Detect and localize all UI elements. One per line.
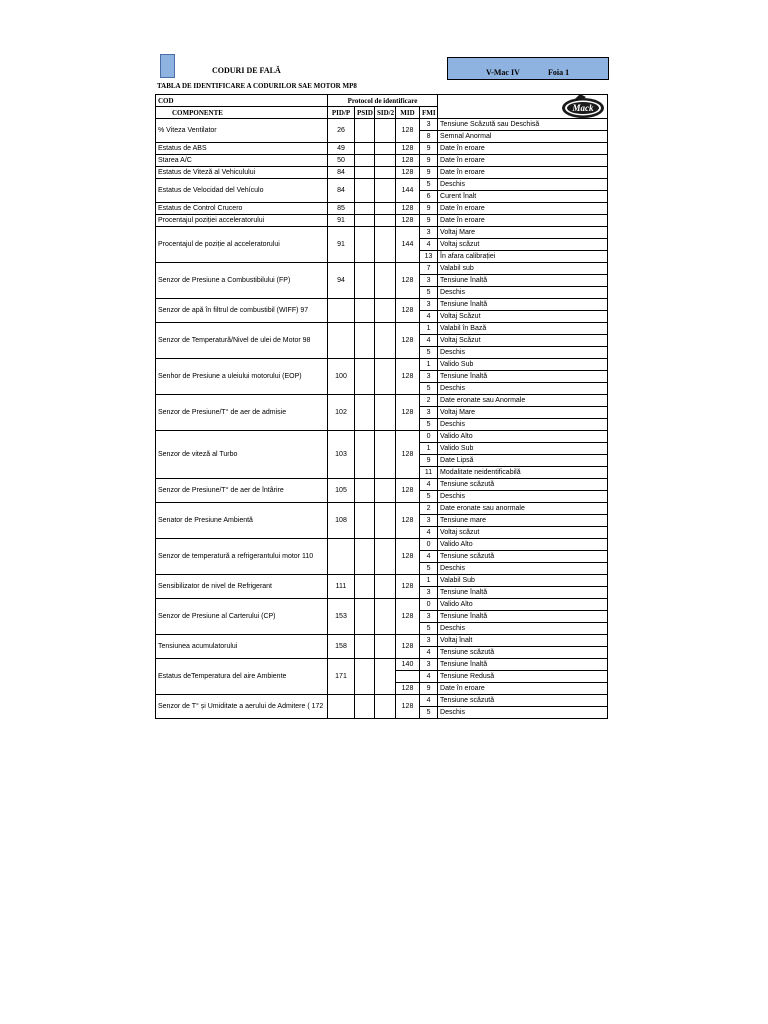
col-mid: MID (396, 107, 420, 119)
cod-label: COD (158, 96, 174, 105)
pid-value: 94 (328, 263, 355, 299)
psid-value (355, 575, 375, 599)
sid-value (375, 635, 396, 659)
fmi-code: 4 (420, 239, 438, 251)
pid-value: 103 (328, 431, 355, 479)
fmi-code: 4 (420, 311, 438, 323)
table-row (156, 299, 608, 311)
fmi-code: 0 (420, 539, 438, 551)
fmi-code: 7 (420, 263, 438, 275)
mid-value: 128 (396, 575, 420, 599)
fault-description: Valabil în Bază (438, 323, 608, 335)
fmi-code: 1 (420, 443, 438, 455)
mid-value: 128 (396, 599, 420, 635)
table-row (156, 503, 608, 515)
col-componente: COMPONENTE (156, 107, 328, 119)
fmi-code: 4 (420, 647, 438, 659)
table-subtitle: TABLA DE IDENTIFICARE A CODURILOR SAE MOTOR MP8 (157, 82, 357, 90)
component-name: Sensibilizator de nivel de Refrigerant (156, 575, 328, 599)
fmi-code: 11 (420, 467, 438, 479)
model-label: V-Mac IV (486, 68, 520, 77)
model-box (447, 57, 609, 80)
mid-value: 128 (396, 203, 420, 215)
component-name: Senzor de Presiune al Carterului (CP) (156, 599, 328, 635)
sid-value (375, 263, 396, 299)
sid-value (375, 395, 396, 431)
fmi-code: 3 (420, 299, 438, 311)
fmi-code: 9 (420, 215, 438, 227)
component-name: Estatus de ABS (156, 143, 328, 155)
fmi-code: 1 (420, 575, 438, 587)
sid-value (375, 143, 396, 155)
table-row (156, 155, 608, 167)
mack-logo-text: Mack (572, 103, 594, 113)
fault-description: Deschis (438, 623, 608, 635)
sid-value (375, 323, 396, 359)
pid-value: 49 (328, 143, 355, 155)
fmi-code: 4 (420, 671, 438, 683)
table-row (156, 143, 608, 155)
fault-description: Deschis (438, 287, 608, 299)
fault-description: Date în eroare (438, 155, 608, 167)
fmi-code: 5 (420, 563, 438, 575)
fmi-code: 4 (420, 527, 438, 539)
fmi-code: 13 (420, 251, 438, 263)
fault-description: Semnal Anormal (438, 131, 608, 143)
cod-header (156, 95, 328, 107)
psid-value (355, 431, 375, 479)
component-name: Senhor de Presiune a uleiului motorului (EOP) (156, 359, 328, 395)
fault-description: Voltaj Mare (438, 407, 608, 419)
fmi-code: 3 (420, 407, 438, 419)
fault-description: Voltaj scăzut (438, 527, 608, 539)
fault-description: Voltaj Scăzut (438, 335, 608, 347)
component-name: Estatus de Velocidad del Vehículo (156, 179, 328, 203)
col-psid: PSID (355, 107, 375, 119)
psid-value (355, 179, 375, 203)
sid-value (375, 575, 396, 599)
table-row (156, 215, 608, 227)
mid-value: 128 (396, 395, 420, 431)
mid-value: 128 (396, 503, 420, 539)
sid-value (375, 179, 396, 203)
protocol-header: Protocol de identificare (328, 95, 438, 107)
table-row (156, 203, 608, 215)
sid-value (375, 299, 396, 323)
table-row (156, 167, 608, 179)
table-row (156, 599, 608, 611)
fault-description: Date în eroare (438, 683, 608, 695)
fmi-code: 5 (420, 707, 438, 719)
component-name: Senator de Presiune Ambientă (156, 503, 328, 539)
sid-value (375, 167, 396, 179)
fault-description: Voltaj Mare (438, 227, 608, 239)
table-row (156, 635, 608, 647)
fmi-code: 9 (420, 167, 438, 179)
col-fmi: FMI (420, 107, 438, 119)
table-row (156, 395, 608, 407)
fault-description: Valido Alto (438, 539, 608, 551)
table-row (156, 575, 608, 587)
sid-value (375, 227, 396, 263)
fmi-code: 3 (420, 515, 438, 527)
fmi-code: 3 (420, 587, 438, 599)
fault-description: Date Lipsă (438, 455, 608, 467)
fault-description: Date eronate sau anormale (438, 503, 608, 515)
sid-value (375, 503, 396, 539)
pid-value: 105 (328, 479, 355, 503)
pid-value (328, 299, 355, 323)
fault-description: Voltaj scăzut (438, 239, 608, 251)
fmi-code: 5 (420, 383, 438, 395)
component-name: Estatus de Viteză al Vehiculului (156, 167, 328, 179)
fault-description: În afara calibrației (438, 251, 608, 263)
fault-description: Date în eroare (438, 203, 608, 215)
fault-description: Valabil Sub (438, 575, 608, 587)
fmi-code: 4 (420, 335, 438, 347)
table-row (156, 359, 608, 371)
component-name: Senzor de Presiune/T° de aer de admisie (156, 395, 328, 431)
psid-value (355, 359, 375, 395)
pid-value: 84 (328, 179, 355, 203)
fmi-code: 9 (420, 683, 438, 695)
pid-value: 108 (328, 503, 355, 539)
table-row (156, 431, 608, 443)
psid-value (355, 479, 375, 503)
table-row (156, 323, 608, 335)
table-row (156, 659, 608, 671)
fmi-code: 4 (420, 479, 438, 491)
fault-description: Tensiune înaltă (438, 659, 608, 671)
table-row (156, 263, 608, 275)
sid-value (375, 119, 396, 143)
psid-value (355, 695, 375, 719)
fault-description: Deschis (438, 347, 608, 359)
mack-logo (560, 90, 606, 124)
fault-description: Voltaj înalt (438, 635, 608, 647)
component-name: Estatus deTemperatura del aire Ambiente (156, 659, 328, 695)
pid-value: 85 (328, 203, 355, 215)
fault-description: Curent înalt (438, 191, 608, 203)
pid-value: 91 (328, 227, 355, 263)
fmi-code: 1 (420, 323, 438, 335)
mid-value: 128 (396, 431, 420, 479)
psid-value (355, 299, 375, 323)
table-row (156, 539, 608, 551)
table-row (156, 119, 608, 131)
sid-value (375, 215, 396, 227)
fault-description: Tensiune înaltă (438, 611, 608, 623)
pid-value: 91 (328, 215, 355, 227)
mid-value: 128 (396, 167, 420, 179)
header-color-swatch (160, 54, 175, 78)
component-name: Procentajul de poziție al acceleratorului (156, 227, 328, 263)
sid-value (375, 599, 396, 635)
pid-value (328, 323, 355, 359)
component-name: Senzor de T° și Umiditate a aerului de Admitere ( 172 (156, 695, 328, 719)
mid-value: 128 (396, 683, 420, 695)
fault-description: Valido Sub (438, 443, 608, 455)
fmi-code: 9 (420, 155, 438, 167)
sid-value (375, 203, 396, 215)
psid-value (355, 323, 375, 359)
component-name: Senzor de viteză al Turbo (156, 431, 328, 479)
fmi-code: 9 (420, 455, 438, 467)
fault-description: Tensiune înaltă (438, 371, 608, 383)
mid-value: 128 (396, 323, 420, 359)
pid-value: 111 (328, 575, 355, 599)
fmi-code: 5 (420, 287, 438, 299)
psid-value (355, 539, 375, 575)
component-name: Tensiunea acumulatorului (156, 635, 328, 659)
sid-value (375, 431, 396, 479)
mid-value: 128 (396, 119, 420, 143)
mid-value: 144 (396, 179, 420, 203)
fmi-code: 0 (420, 431, 438, 443)
sid-value (375, 479, 396, 503)
component-name: Starea A/C (156, 155, 328, 167)
fmi-code: 3 (420, 635, 438, 647)
fault-description: Tensiune Scăzută sau Deschisă (438, 119, 608, 131)
mid-value: 128 (396, 539, 420, 575)
pid-value: 100 (328, 359, 355, 395)
sheet-number: Foia 1 (548, 68, 570, 77)
psid-value (355, 227, 375, 263)
psid-value (355, 503, 375, 539)
fault-description: Valido Alto (438, 431, 608, 443)
mid-value: 128 (396, 359, 420, 395)
psid-value (355, 263, 375, 299)
table-row (156, 479, 608, 491)
psid-value (355, 167, 375, 179)
fmi-code: 8 (420, 131, 438, 143)
pid-value: 84 (328, 167, 355, 179)
mid-value: 128 (396, 299, 420, 323)
component-name: Estatus de Control Crucero (156, 203, 328, 215)
mid-value: 128 (396, 635, 420, 659)
mid-value: 128 (396, 155, 420, 167)
fmi-code: 2 (420, 395, 438, 407)
psid-value (355, 203, 375, 215)
mid-value: 128 (396, 479, 420, 503)
fmi-code: 5 (420, 347, 438, 359)
fmi-code: 9 (420, 203, 438, 215)
fault-description: Tensiune înaltă (438, 275, 608, 287)
psid-value (355, 143, 375, 155)
fault-description: Valabil sub (438, 263, 608, 275)
pid-value: 26 (328, 119, 355, 143)
mid-value: 128 (396, 263, 420, 299)
component-name: Procentajul poziției acceleratorului (156, 215, 328, 227)
component-name: % Viteza Ventilator (156, 119, 328, 143)
fault-description: Valido Alto (438, 599, 608, 611)
pid-value: 153 (328, 599, 355, 635)
fault-description: Deschis (438, 491, 608, 503)
fmi-code: 2 (420, 503, 438, 515)
fault-description: Deschis (438, 707, 608, 719)
fmi-code: 5 (420, 623, 438, 635)
mid-value: 128 (396, 695, 420, 719)
sid-value (375, 155, 396, 167)
fmi-code: 1 (420, 359, 438, 371)
mid-value: 140 (396, 659, 420, 671)
sheet-title: CODURI DE FALĂ (212, 66, 281, 75)
sid-value (375, 659, 396, 695)
component-name: Senzor de Presiune/T° de aer de întârire (156, 479, 328, 503)
component-name: Senzor de Presiune a Combustibilului (FP) (156, 263, 328, 299)
pid-value: 102 (328, 395, 355, 431)
col-pid: PID/P (328, 107, 355, 119)
fmi-code: 0 (420, 599, 438, 611)
col-sid: SID/2 (375, 107, 396, 119)
table-row (156, 179, 608, 191)
fault-description: Date eronate sau Anormale (438, 395, 608, 407)
fault-description: Tensiune mare (438, 515, 608, 527)
mid-value: 128 (396, 215, 420, 227)
fault-description: Deschis (438, 179, 608, 191)
component-name: Senzor de apă în filtrul de combustibil (WIFF) 97 (156, 299, 328, 323)
psid-value (355, 659, 375, 695)
mid-value: 128 (396, 143, 420, 155)
psid-value (355, 395, 375, 431)
psid-value (355, 599, 375, 635)
fault-description: Voltaj Scăzut (438, 311, 608, 323)
pid-value: 158 (328, 635, 355, 659)
fmi-code: 6 (420, 191, 438, 203)
fmi-code: 9 (420, 143, 438, 155)
fmi-code: 3 (420, 119, 438, 131)
fault-description: Tensiune scăzută (438, 647, 608, 659)
fault-description: Tensiune înaltă (438, 587, 608, 599)
fault-description: Tensiune scăzută (438, 479, 608, 491)
pid-value: 50 (328, 155, 355, 167)
fmi-code: 3 (420, 659, 438, 671)
fault-description: Tensiune scăzută (438, 695, 608, 707)
fmi-code: 5 (420, 179, 438, 191)
fault-description: Tensiune înaltă (438, 299, 608, 311)
fault-description: Tensiune Redusă (438, 671, 608, 683)
fault-description: Deschis (438, 383, 608, 395)
fault-description: Date în eroare (438, 215, 608, 227)
psid-value (355, 155, 375, 167)
component-name: Senzor de Temperatură/Nivel de ulei de Motor 98 (156, 323, 328, 359)
fault-description: Date în eroare (438, 167, 608, 179)
table-row (156, 695, 608, 707)
fmi-code: 4 (420, 551, 438, 563)
pid-value: 171 (328, 659, 355, 695)
fault-description: Deschis (438, 419, 608, 431)
fmi-code: 3 (420, 371, 438, 383)
psid-value (355, 635, 375, 659)
table-row (156, 227, 608, 239)
fault-description: Valido Sub (438, 359, 608, 371)
fault-code-table (155, 94, 608, 719)
sid-value (375, 539, 396, 575)
pid-value (328, 695, 355, 719)
mid-value (396, 671, 420, 683)
fmi-code: 5 (420, 491, 438, 503)
fault-description: Date în eroare (438, 143, 608, 155)
fmi-code: 5 (420, 419, 438, 431)
fmi-code: 4 (420, 695, 438, 707)
mid-value: 144 (396, 227, 420, 263)
fault-description: Modalitate neidentificabilă (438, 467, 608, 479)
fault-description: Tensiune scăzută (438, 551, 608, 563)
psid-value (355, 119, 375, 143)
component-name: Senzor de temperatură a refrigerantului motor 110 (156, 539, 328, 575)
pid-value (328, 539, 355, 575)
sid-value (375, 695, 396, 719)
fault-description: Deschis (438, 563, 608, 575)
psid-value (355, 215, 375, 227)
fmi-code: 3 (420, 611, 438, 623)
sid-value (375, 359, 396, 395)
fmi-code: 3 (420, 275, 438, 287)
fmi-code: 3 (420, 227, 438, 239)
